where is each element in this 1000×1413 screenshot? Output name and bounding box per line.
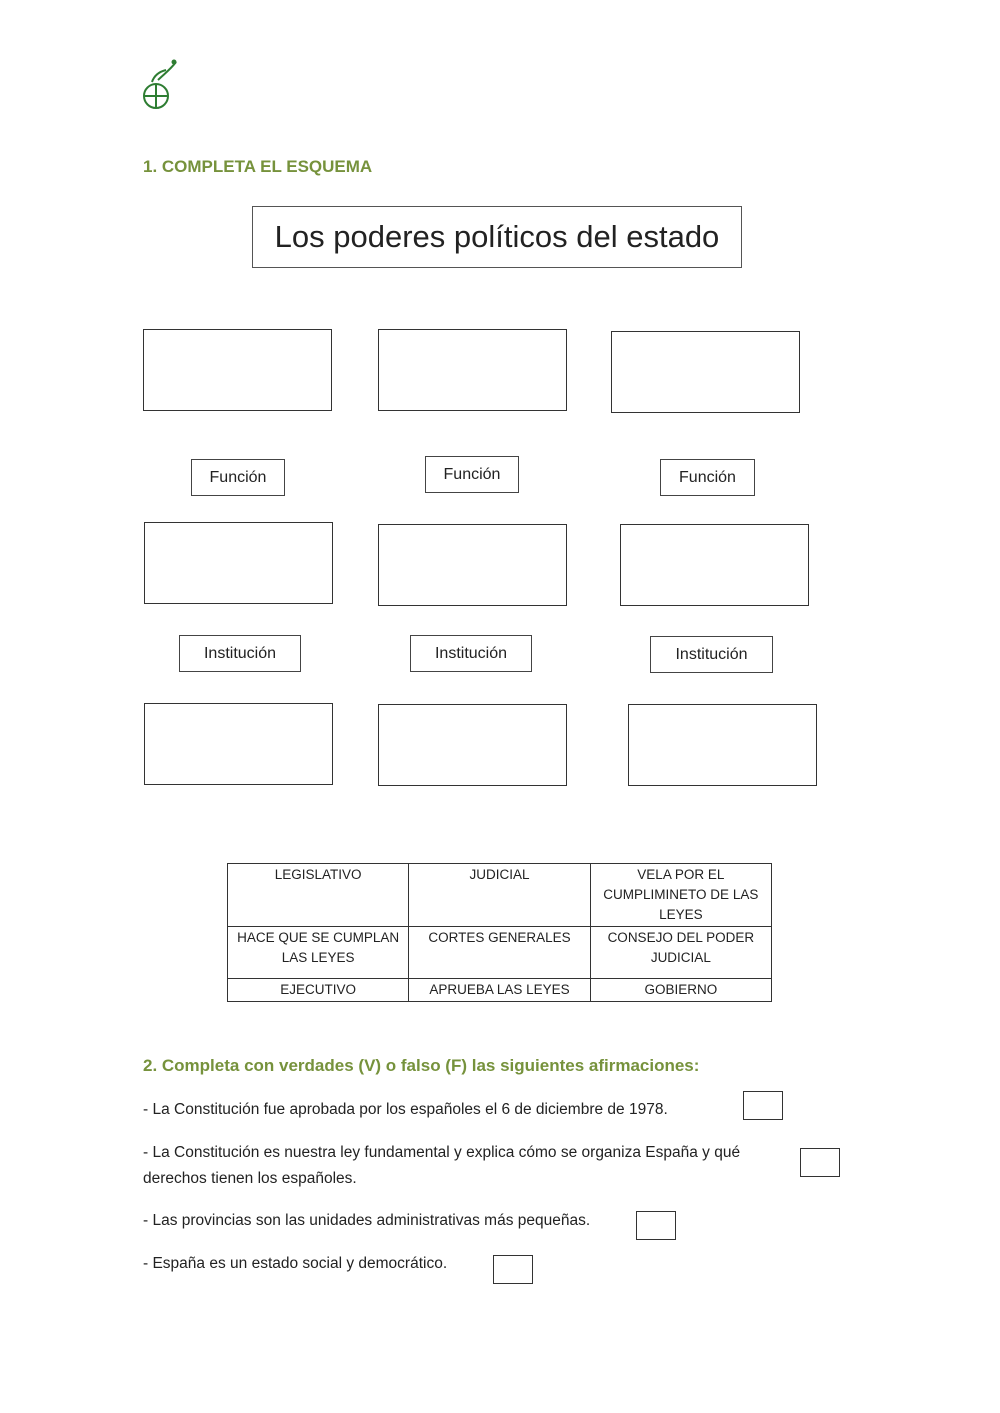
function-label-1: Función: [191, 459, 285, 496]
answer-box-2[interactable]: [800, 1148, 840, 1177]
statement-2: - La Constitución es nuestra ley fundamental y explica cómo se organiza España y qué derechos tienen los españoles.: [143, 1144, 741, 1187]
institution-blank-3[interactable]: [628, 704, 817, 786]
word-cell[interactable]: APRUEBA LAS LEYES: [409, 979, 590, 1002]
function-blank-3[interactable]: [620, 524, 809, 606]
answer-box-1[interactable]: [743, 1091, 783, 1120]
table-row: [228, 864, 772, 927]
word-cell[interactable]: VELA POR EL CUMPLIMINETO DE LAS LEYES: [590, 864, 771, 927]
function-label-3: Función: [660, 459, 755, 496]
power-blank-2[interactable]: [378, 329, 567, 411]
word-cell[interactable]: CONSEJO DEL PODER JUDICIAL: [590, 927, 771, 979]
institution-label-1: Institución: [179, 635, 301, 672]
power-blank-1[interactable]: [143, 329, 332, 411]
word-cell[interactable]: HACE QUE SE CUMPLAN LAS LEYES: [228, 927, 409, 979]
table-row: [228, 979, 772, 1002]
institution-blank-2[interactable]: [378, 704, 567, 786]
institution-label-2: Institución: [410, 635, 532, 672]
exercise-1-heading: 1. COMPLETA EL ESQUEMA: [143, 157, 373, 176]
word-cell[interactable]: JUDICIAL: [409, 864, 590, 927]
institution-label-3: Institución: [650, 636, 773, 673]
table-row: [228, 927, 772, 979]
answer-box-3[interactable]: [636, 1211, 676, 1240]
power-blank-3[interactable]: [611, 331, 800, 413]
word-cell[interactable]: CORTES GENERALES: [409, 927, 590, 979]
exercise-2-heading: 2. Completa con verdades (V) o falso (F) las siguientes afirmaciones:: [143, 1056, 700, 1075]
word-cell[interactable]: LEGISLATIVO: [228, 864, 409, 927]
word-bank-table: [227, 863, 772, 1002]
schema-title: Los poderes políticos del estado: [252, 206, 742, 268]
school-logo: [136, 56, 182, 114]
function-label-2: Función: [425, 456, 519, 493]
function-blank-2[interactable]: [378, 524, 567, 606]
statement-3: - Las provincias son las unidades administrativas más pequeñas.: [143, 1212, 591, 1229]
statement-4: - España es un estado social y democrático.: [143, 1255, 448, 1272]
word-cell[interactable]: EJECUTIVO: [228, 979, 409, 1002]
statement-1: - La Constitución fue aprobada por los españoles el 6 de diciembre de 1978.: [143, 1101, 668, 1118]
function-blank-1[interactable]: [144, 522, 333, 604]
institution-blank-1[interactable]: [144, 703, 333, 785]
answer-box-4[interactable]: [493, 1255, 533, 1284]
word-cell[interactable]: GOBIERNO: [590, 979, 771, 1002]
